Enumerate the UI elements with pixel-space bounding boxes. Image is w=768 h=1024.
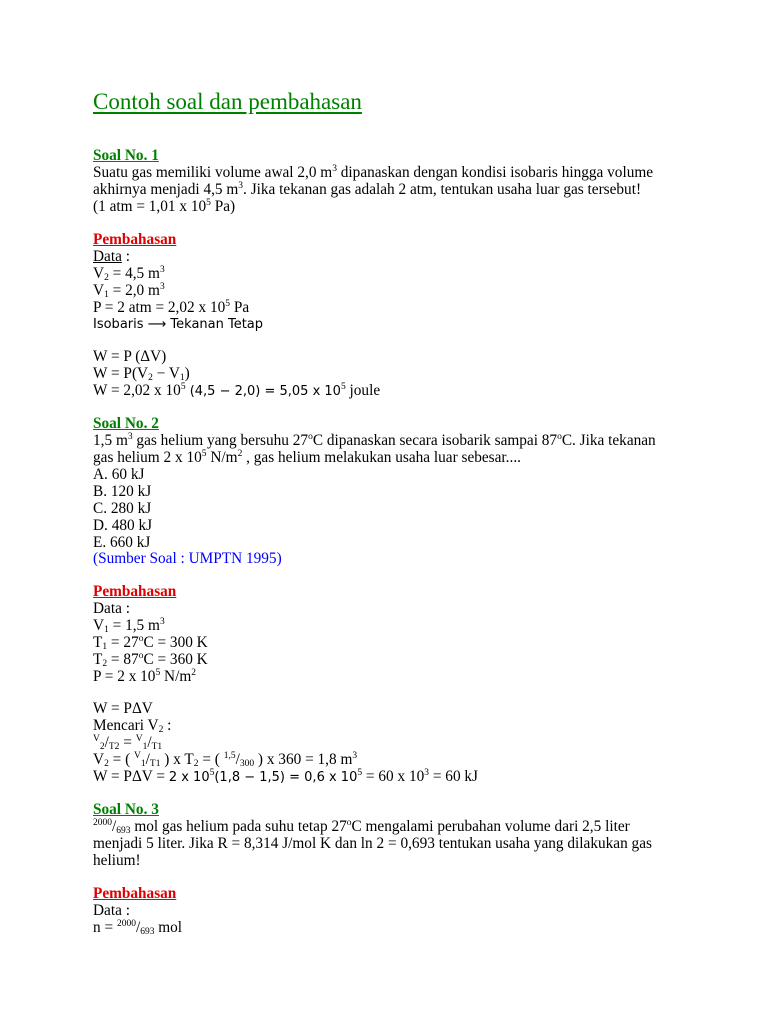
pembahasan-3-data-label: Data : — [93, 902, 130, 919]
pembahasan-1-isobaris: Isobaris ⟶ Tekanan Tetap — [93, 317, 264, 332]
pembahasan-1-w-expanded: $W = P(V_2 - V_1)$ — [93, 365, 190, 383]
pembahasan-2-w-formula: W = PΔV — [93, 700, 153, 717]
soal-2-source: (Sumber Soal : UMPTN 1995) — [93, 550, 282, 567]
soal-1-text-line-2: akhirnya menjadi 4,5 $m^3$. Jika tekanan gas adalah 2 atm, tentukan usaha luar gas tersebut! — [93, 181, 642, 198]
pembahasan-1-pressure: P = 2 atm = 2,02 x $10^5$ Pa — [93, 299, 250, 316]
soal-2-heading: Soal No. 2 — [93, 415, 159, 432]
soal-1-heading: Soal No. 1 — [93, 147, 159, 164]
soal-2-option-d: D. 480 kJ — [93, 517, 153, 534]
pembahasan-1-w-formula: W = P (ΔV) — [93, 348, 167, 365]
pembahasan-2-mencari-v2: Mencari $V_2$ : — [93, 717, 172, 735]
page-title: Contoh soal dan pembahasan — [93, 89, 362, 114]
soal-2-text-line-1: 1,5 $m^3$ gas helium yang bersuhu 27$^o$C dipanaskan secara isobarik sampai 87$^o$C. Jika tekanan — [93, 432, 656, 449]
pembahasan-1-v1: $V_1 = 2,0$ $m^3$ — [93, 282, 165, 300]
soal-3-heading: Soal No. 3 — [93, 801, 159, 818]
soal-1-text-line-3: (1 atm = 1,01 x $10^5$ Pa) — [93, 198, 236, 215]
pembahasan-2-heading: Pembahasan — [93, 583, 177, 600]
soal-2-option-a: A. 60 kJ — [93, 466, 145, 483]
pembahasan-2-t1: $T_1 = 27^oC = 300$ K — [93, 634, 208, 652]
pembahasan-2-v2-calc: $V_2$ = ( $^V_1/_{T1}$ ) x $T_2$ = ( $^{1,5}/_{300}$ ) x 360 = 1,8 $m^3$ — [93, 751, 358, 769]
pembahasan-2-ratio: $^V_2/_{T2} = ^V_1/_{T1}$ — [93, 734, 163, 752]
pembahasan-3-n: $n = ^{2000}/_{693}$ mol — [93, 919, 183, 937]
soal-2-text-line-2: gas helium 2 x $10^5$ $N/m^2$ , gas helium melakukan usaha luar sebesar.... — [93, 449, 521, 466]
soal-3-text-line-2: menjadi 5 liter. Jika R = 8,314 J/mol K dan ln 2 = 0,693 tentukan usaha yang dilakukan gas — [93, 835, 652, 852]
pembahasan-2-data-label: Data : — [93, 600, 130, 617]
pembahasan-1-data-label: Data : — [93, 248, 130, 265]
pembahasan-2-v1: $V_1 = 1,5$ $m^3$ — [93, 617, 165, 635]
pembahasan-2-w-calc: W = PΔV = 2 x $10^5(1,8 - 1,5) = 0,6$ x $10^5 = 60$ x $10^3 = 60$ kJ — [93, 768, 479, 785]
pembahasan-2-t2: $T_2 = 87^oC = 360$ K — [93, 651, 208, 669]
soal-2-option-c: C. 280 kJ — [93, 500, 152, 517]
soal-3-text-line-1: $^{2000}/_{693}$ mol gas helium pada suhu tetap 27$^o$C mengalami perubahan volume dari 2,5 liter — [93, 818, 630, 836]
soal-2-option-b: B. 120 kJ — [93, 483, 152, 500]
soal-3-text-line-3: helium! — [93, 852, 141, 869]
pembahasan-2-pressure: P = 2 x $10^5$ $N/m^2$ — [93, 668, 196, 685]
soal-2-option-e: E. 660 kJ — [93, 534, 151, 551]
pembahasan-1-w-result: W = 2,02 x $10^5$ (4,5 − 2,0) = 5,05 x $10^5$ joule — [93, 382, 381, 399]
pembahasan-1-v2: $V_2 = 4,5$ $m^3$ — [93, 265, 165, 283]
soal-1-text-line-1: Suatu gas memiliki volume awal 2,0 $m^3$ dipanaskan dengan kondisi isobaris hingga volume — [93, 164, 654, 181]
pembahasan-1-heading: Pembahasan — [93, 231, 177, 248]
pembahasan-3-heading: Pembahasan — [93, 885, 177, 902]
